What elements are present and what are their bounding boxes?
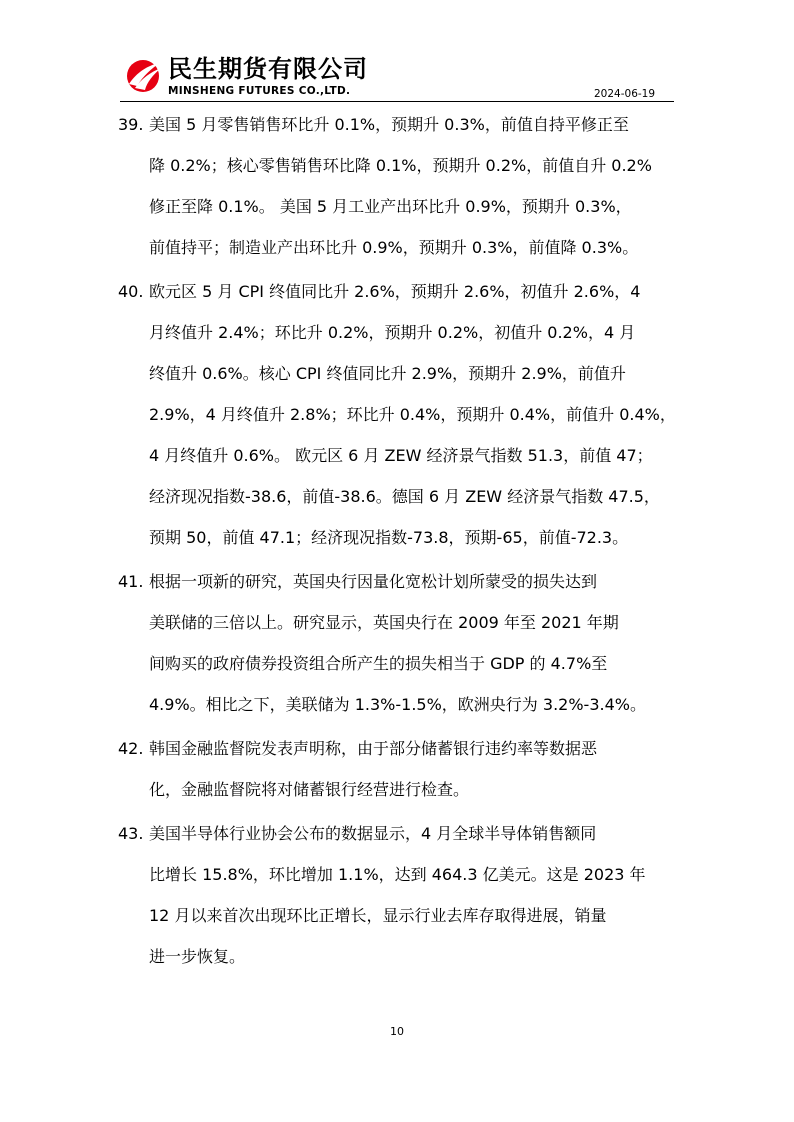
news-item-line: 修正至降 0.1%。 美国 5 月工业产出环比升 0.9%，预期升 0.3%， (149, 197, 632, 216)
news-item-line: 月终值升 2.4%；环比升 0.2%，预期升 0.2%，初值升 0.2%，4 月 (149, 323, 636, 342)
news-item-text (149, 104, 678, 268)
news-item-line: 进一步恢复。 (149, 947, 246, 966)
news-item-number: 39. (118, 115, 144, 134)
news-item-line: 2.9%，4 月终值升 2.8%；环比升 0.4%，预期升 0.4%，前值升 0.4%， (149, 405, 676, 424)
news-item-line: 美国 5 月零售销售环比升 0.1%，预期升 0.3%，前值自持平修正至 (149, 115, 629, 134)
news-item (118, 104, 678, 268)
news-item-text (149, 728, 678, 810)
news-item-line: 欧元区 5 月 CPI 终值同比升 2.6%，预期升 2.6%，初值升 2.6%，4 (149, 282, 641, 301)
news-item-text (149, 813, 678, 977)
news-item-line: 4.9%。相比之下，美联储为 1.3%-1.5%，欧洲央行为 3.2%-3.4%。 (149, 695, 646, 714)
news-item-line: 根据一项新的研究，英国央行因量化宽松计划所蒙受的损失达到 (149, 572, 598, 591)
news-item (118, 271, 678, 558)
news-item-number: 41. (118, 572, 144, 591)
news-item-line: 化，金融监督院将对储蓄银行经营进行检查。 (149, 780, 470, 799)
news-item (118, 813, 678, 977)
news-item-text (149, 561, 678, 725)
news-item (118, 728, 678, 810)
minsheng-logo-icon (123, 54, 163, 94)
news-item-line: 降 0.2%；核心零售销售环比降 0.1%，预期升 0.2%，前值自升 0.2% (149, 156, 652, 175)
news-item-number: 42. (118, 739, 144, 758)
news-item-line: 比增长 15.8%，环比增加 1.1%，达到 464.3 亿美元。这是 2023 年 (149, 865, 646, 884)
news-item-line: 12 月以来首次出现环比正增长，显示行业去库存取得进展，销量 (149, 906, 607, 925)
company-name-cn: 民生期货有限公司 (168, 55, 368, 83)
news-item-line: 前值持平；制造业产出环比升 0.9%，预期升 0.3%，前值降 0.3%。 (149, 238, 639, 257)
news-item-line: 美联储的三倍以上。研究显示，英国央行在 2009 年至 2021 年期 (149, 613, 619, 632)
news-item-line: 间购买的政府债券投资组合所产生的损失相当于 GDP 的 4.7%至 (149, 654, 608, 673)
news-item-line: 经济现况指数-38.6，前值-38.6。德国 6 月 ZEW 经济景气指数 47.5， (149, 487, 660, 506)
news-item-number: 40. (118, 282, 144, 301)
report-date: 2024-06-19 (594, 88, 656, 100)
news-item-line: 美国半导体行业协会公布的数据显示，4 月全球半导体销售额同 (149, 824, 597, 843)
news-item-number: 43. (118, 824, 144, 843)
company-name-en: MINSHENG FUTURES CO.,LTD. (168, 85, 351, 97)
news-item-text (149, 271, 678, 558)
news-item-line: 4 月终值升 0.6%。 欧元区 6 月 ZEW 经济景气指数 51.3，前值 47； (149, 446, 653, 465)
news-item (118, 561, 678, 725)
news-item-line: 终值升 0.6%。核心 CPI 终值同比升 2.9%，预期升 2.9%，前值升 (149, 364, 626, 383)
news-item-line: 预期 50，前值 47.1；经济现况指数-73.8，预期-65，前值-72.3。 (149, 528, 629, 547)
news-list (118, 104, 678, 977)
header-divider (120, 101, 674, 102)
news-item-line: 韩国金融监督院发表声明称，由于部分储蓄银行违约率等数据恶 (149, 739, 598, 758)
page-number: 10 (390, 1025, 404, 1038)
